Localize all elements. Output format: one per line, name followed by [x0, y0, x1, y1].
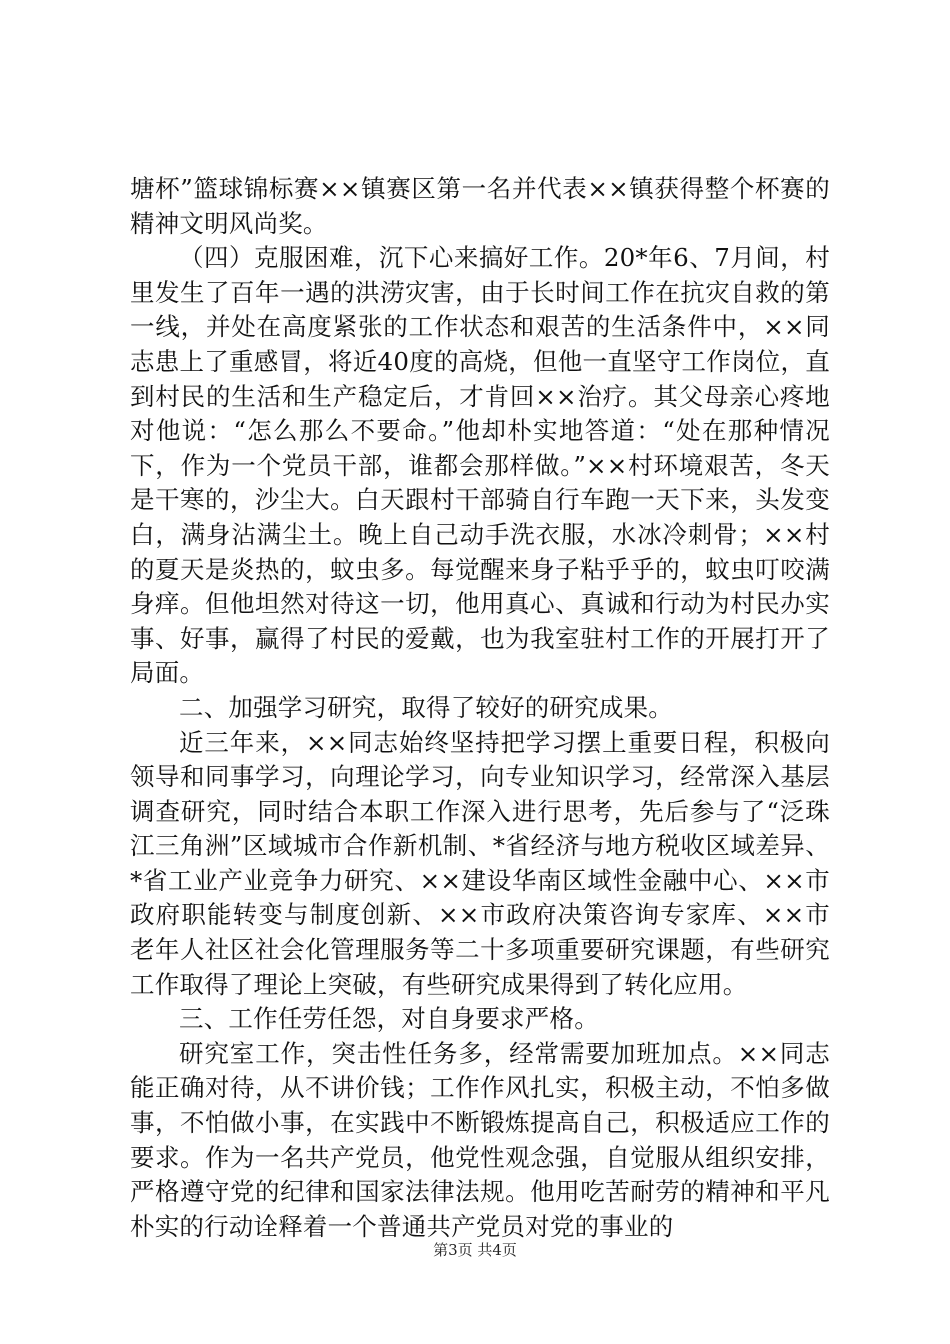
- heading-section-two: 二、加强学习研究，取得了较好的研究成果。: [179, 692, 673, 722]
- heading-section-three: 三、工作任劳任怨，对自身要求严格。: [179, 1004, 599, 1034]
- paragraph-work-attitude: 研究室工作，突击性任务多，经常需要加班加点。××同志能正确对待，从不讲价钱；工作作风扎实，积极主动，不怕多做事，不怕做小事，在实践中不断锻炼提高自己，积极适应工作的要求。作为一名共产党员，他党性观念强，自觉服从组织安排，严格遵守党的纪律和国家法律法规。他用吃苦耐劳的精神和平凡朴实的行动诠释着一个普通共产党员对党的事业的: [130, 1038, 830, 1241]
- page-number-footer: 第3页 共4页: [433, 1241, 517, 1259]
- paragraph-continuation: 塘杯”篮球锦标赛××镇赛区第一名并代表××镇获得整个杯赛的精神文明风尚奖。: [130, 174, 830, 238]
- document-body: [130, 172, 830, 1244]
- paragraph-section-four: （四）克服困难，沉下心来搞好工作。20*年6、7月间，村里发生了百年一遇的洪涝灾害，由于长时间工作在抗灾自救的第一线，并处在高度紧张的工作状态和艰苦的生活条件中，××同志患上了重感冒，将近40度的高烧，但他一直坚守工作岗位，直到村民的生活和生产稳定后，才肯回××治疗。其父母亲心疼地对他说：“怎么那么不要命。”他却朴实地答道：“处在那种情况下，作为一个党员干部，谁都会那样做。”××村环境艰苦，冬天是干寒的，沙尘大。白天跟村干部骑自行车跑一天下来，头发变白，满身沾满尘土。晚上自己动手洗衣服，水冰冷刺骨；××村的夏天是炎热的，蚊虫多。每觉醒来身子粘乎乎的，蚊虫叮咬满身痒。但他坦然对待这一切，他用真心、真诚和行动为村民办实事、好事，赢得了村民的爱戴，也为我室驻村工作的开展打开了局面。: [130, 243, 830, 688]
- paragraph-research: 近三年来，××同志始终坚持把学习摆上重要日程，积极向领导和同事学习，向理论学习，向专业知识学习，经常深入基层调查研究，同时结合本职工作深入进行思考，先后参与了“泛珠江三角洲”区域城市合作新机制、*省经济与地方税收区域差异、*省工业产业竞争力研究、××建设华南区域性金融中心、××市政府职能转变与制度创新、××市政府决策咨询专家库、××市老年人社区社会化管理服务等二十多项重要研究课题，有些研究工作取得了理论上突破，有些研究成果得到了转化应用。: [130, 727, 830, 999]
